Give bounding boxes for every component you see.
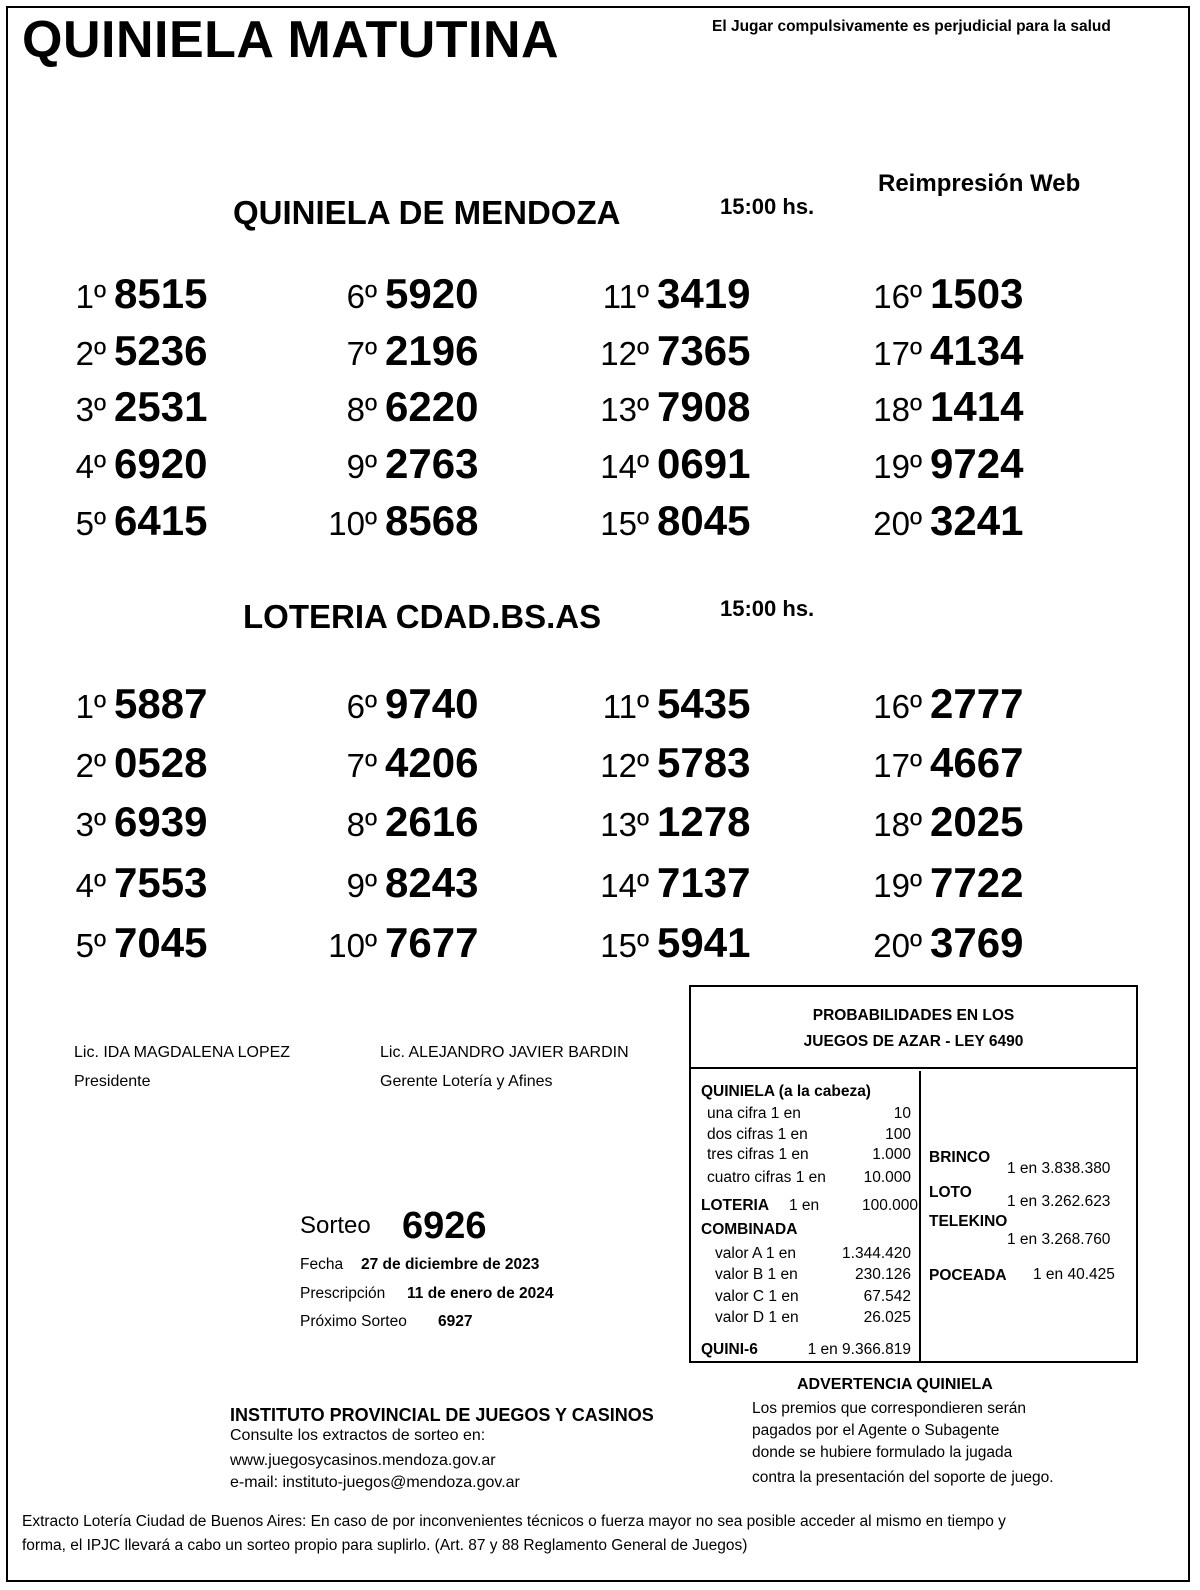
result-position: 5º — [75, 505, 106, 542]
sorteo-number: 6926 — [402, 1205, 487, 1247]
result-entry — [293, 680, 493, 740]
result-entry — [22, 919, 222, 979]
result-position: 6º — [346, 688, 377, 725]
result-number: 6939 — [114, 798, 208, 845]
combinada-odds-value: 230.126 — [854, 1266, 911, 1283]
result-number: 2025 — [930, 798, 1024, 845]
result-entry — [838, 440, 1038, 500]
result-number: 1414 — [930, 383, 1024, 430]
result-number: 6415 — [114, 497, 208, 544]
footer-line-1: Extracto Lotería Ciudad de Buenos Aires: En caso de por inconvenientes técnicos o fuerza mayor no sea posible acceder al mismo en tiempo y — [22, 1513, 1006, 1530]
result-entry — [293, 270, 493, 330]
quini6-label: QUINI-6 — [701, 1341, 758, 1358]
quiniela-odds-value: 1.000 — [872, 1146, 911, 1163]
draw-time-loteria: 15:00 hs. — [720, 596, 815, 621]
quiniela-odds-value: 100 — [885, 1126, 911, 1143]
result-position: 13º — [600, 806, 649, 843]
quini6-value: 1 en 9.366.819 — [807, 1341, 911, 1358]
result-position: 20º — [873, 927, 922, 964]
result-position: 12º — [600, 747, 649, 784]
advertencia-line: donde se hubiere formulado la jugada — [752, 1444, 1013, 1461]
result-entry — [22, 270, 222, 330]
result-entry — [838, 680, 1038, 740]
result-number: 1278 — [657, 798, 751, 845]
combinada-odds-value: 1.344.420 — [842, 1245, 911, 1262]
result-number: 2763 — [385, 440, 479, 487]
result-number: 5941 — [657, 919, 751, 966]
loto-label: LOTO — [929, 1184, 972, 1201]
reprint-label: Reimpresión Web — [878, 170, 1081, 197]
result-number: 3241 — [930, 497, 1024, 544]
result-entry — [838, 919, 1038, 979]
advertencia-line: contra la presentación del soporte de juego. — [752, 1469, 1054, 1486]
result-position: 9º — [346, 867, 377, 904]
institute-website: www.juegosycasinos.mendoza.gov.ar — [230, 1452, 496, 1469]
signature-1-name: Lic. IDA MAGDALENA LOPEZ — [74, 1044, 291, 1061]
result-entry — [22, 497, 222, 557]
advertencia-title: ADVERTENCIA QUINIELA — [797, 1376, 993, 1393]
result-position: 8º — [346, 806, 377, 843]
footer-line-2: forma, el IPJC llevará a cabo un sorteo propio para suplirlo. (Art. 87 y 88 Reglamento General de Juegos) — [22, 1537, 748, 1554]
health-warning: El Jugar compulsivamente es perjudicial para la salud — [712, 18, 1111, 35]
result-position: 10º — [328, 505, 377, 542]
draw-title-loteria: LOTERIA CDAD.BS.AS — [243, 598, 602, 635]
result-number: 7553 — [114, 859, 208, 906]
result-entry — [293, 327, 493, 387]
result-entry — [293, 859, 493, 919]
result-position: 2º — [75, 335, 106, 372]
signature-1-role: Presidente — [74, 1073, 151, 1090]
result-number: 7045 — [114, 919, 208, 966]
result-entry — [838, 383, 1038, 443]
result-position: 14º — [600, 448, 649, 485]
loteria-odds-value: 100.000 — [861, 1197, 918, 1214]
result-position: 18º — [873, 391, 922, 428]
result-position: 20º — [873, 505, 922, 542]
result-number: 7722 — [930, 859, 1024, 906]
result-position: 2º — [75, 747, 106, 784]
result-number: 3769 — [930, 919, 1024, 966]
signature-2-name: Lic. ALEJANDRO JAVIER BARDIN — [380, 1044, 629, 1061]
result-position: 17º — [873, 747, 922, 784]
result-position: 11º — [602, 278, 649, 315]
result-position: 17º — [873, 335, 922, 372]
result-entry — [565, 919, 765, 979]
probabilities-title-line2: JUEGOS DE AZAR - LEY 6490 — [803, 1033, 1024, 1050]
result-position: 7º — [346, 335, 377, 372]
result-position: 5º — [75, 927, 106, 964]
result-number: 5236 — [114, 327, 208, 374]
result-number: 0691 — [657, 440, 751, 487]
probabilities-title-line1: PROBABILIDADES EN LOS — [812, 1007, 1015, 1024]
result-number: 4206 — [385, 739, 479, 786]
combinada-odds-value: 67.542 — [863, 1288, 911, 1305]
result-entry — [293, 739, 493, 799]
result-position: 12º — [600, 335, 649, 372]
result-number: 5435 — [657, 680, 751, 727]
result-entry — [565, 497, 765, 557]
result-entry — [293, 383, 493, 443]
result-position: 19º — [873, 867, 922, 904]
result-number: 2616 — [385, 798, 479, 845]
result-position: 1º — [75, 278, 106, 315]
quiniela-odds-label: cuatro cifras 1 en — [707, 1169, 826, 1186]
draw-time-mendoza: 15:00 hs. — [720, 194, 815, 219]
result-position: 16º — [873, 278, 922, 315]
result-number: 4667 — [930, 739, 1024, 786]
result-number: 6920 — [114, 440, 208, 487]
result-position: 11º — [602, 688, 649, 725]
result-position: 3º — [75, 391, 106, 428]
result-position: 14º — [600, 867, 649, 904]
result-position: 13º — [600, 391, 649, 428]
result-entry — [565, 859, 765, 919]
result-position: 18º — [873, 806, 922, 843]
result-number: 3419 — [657, 270, 751, 317]
result-number: 2531 — [114, 383, 208, 430]
loto-value: 1 en 3.262.623 — [1007, 1193, 1111, 1210]
result-position: 3º — [75, 806, 106, 843]
result-entry — [565, 798, 765, 858]
advertencia-line: Los premios que correspondieren serán — [752, 1400, 1026, 1417]
fecha-value: 27 de diciembre de 2023 — [361, 1256, 540, 1273]
result-entry — [565, 739, 765, 799]
result-number: 7908 — [657, 383, 751, 430]
telekino-label: TELEKINO — [929, 1213, 1008, 1230]
proximo-label: Próximo Sorteo — [300, 1313, 407, 1330]
probabilities-header — [691, 987, 1136, 1069]
telekino-value: 1 en 3.268.760 — [1007, 1231, 1111, 1248]
result-number: 4134 — [930, 327, 1024, 374]
result-entry — [838, 497, 1038, 557]
result-number: 7365 — [657, 327, 751, 374]
result-entry — [838, 327, 1038, 387]
combinada-odds-label: valor C 1 en — [715, 1288, 799, 1305]
quiniela-odds-label: una cifra 1 en — [707, 1105, 801, 1122]
result-number: 8243 — [385, 859, 479, 906]
result-number: 5887 — [114, 680, 208, 727]
signature-2-role: Gerente Lotería y Afines — [380, 1073, 553, 1090]
result-entry — [22, 680, 222, 740]
result-number: 9740 — [385, 680, 479, 727]
result-position: 7º — [346, 747, 377, 784]
result-number: 6220 — [385, 383, 479, 430]
result-entry — [22, 440, 222, 500]
result-entry — [293, 798, 493, 858]
result-position: 4º — [75, 867, 106, 904]
prescripcion-value: 11 de enero de 2024 — [407, 1285, 554, 1302]
result-number: 1503 — [930, 270, 1024, 317]
result-entry — [565, 680, 765, 740]
result-entry — [22, 327, 222, 387]
result-number: 5783 — [657, 739, 751, 786]
sorteo-label: Sorteo — [300, 1212, 371, 1239]
combinada-odds-label: valor A 1 en — [715, 1245, 797, 1262]
result-number: 7677 — [385, 919, 479, 966]
institute-line: Consulte los extractos de sorteo en: — [230, 1427, 486, 1444]
result-entry — [22, 859, 222, 919]
poceada-label: POCEADA — [929, 1267, 1007, 1284]
result-number: 9724 — [930, 440, 1024, 487]
probabilities-box — [689, 985, 1138, 1363]
result-position: 4º — [75, 448, 106, 485]
result-number: 8045 — [657, 497, 751, 544]
result-number: 0528 — [114, 739, 208, 786]
brinco-label: BRINCO — [929, 1149, 991, 1166]
result-position: 1º — [75, 688, 106, 725]
result-entry — [565, 440, 765, 500]
result-entry — [838, 270, 1038, 330]
poceada-value: 1 en 40.425 — [1033, 1266, 1115, 1283]
institute-email: e-mail: instituto-juegos@mendoza.gov.ar — [230, 1474, 520, 1491]
page-title: QUINIELA MATUTINA — [22, 11, 560, 69]
probabilities-divider — [919, 1071, 921, 1361]
result-position: 8º — [346, 391, 377, 428]
prescripcion-label: Prescripción — [300, 1285, 386, 1302]
result-position: 9º — [346, 448, 377, 485]
result-position: 19º — [873, 448, 922, 485]
result-number: 2777 — [930, 680, 1024, 727]
combinada-title: COMBINADA — [701, 1221, 798, 1238]
result-entry — [293, 919, 493, 979]
result-number: 7137 — [657, 859, 751, 906]
result-entry — [565, 270, 765, 330]
result-entry — [838, 859, 1038, 919]
result-number: 5920 — [385, 270, 479, 317]
result-entry — [293, 440, 493, 500]
fecha-label: Fecha — [300, 1256, 344, 1273]
draw-title-mendoza: QUINIELA DE MENDOZA — [233, 194, 621, 231]
result-entry — [838, 798, 1038, 858]
result-number: 8568 — [385, 497, 479, 544]
advertencia-line: pagados por el Agente o Subagente — [752, 1422, 1000, 1439]
quiniela-odds-title: QUINIELA (a la cabeza) — [701, 1083, 871, 1100]
result-entry — [22, 383, 222, 443]
result-position: 15º — [600, 505, 649, 542]
quiniela-odds-label: dos cifras 1 en — [707, 1126, 808, 1143]
brinco-value: 1 en 3.838.380 — [1007, 1160, 1111, 1177]
result-number: 8515 — [114, 270, 208, 317]
result-position: 10º — [328, 927, 377, 964]
result-entry — [22, 739, 222, 799]
combinada-odds-value: 26.025 — [863, 1309, 911, 1326]
result-position: 15º — [600, 927, 649, 964]
quiniela-odds-label: tres cifras 1 en — [707, 1146, 809, 1163]
result-position: 16º — [873, 688, 922, 725]
institute-name: INSTITUTO PROVINCIAL DE JUEGOS Y CASINOS — [230, 1405, 654, 1425]
result-entry — [565, 383, 765, 443]
loteria-odds-prefix: 1 en — [789, 1197, 820, 1214]
result-position: 6º — [346, 278, 377, 315]
quiniela-odds-value: 10.000 — [863, 1169, 911, 1186]
result-number: 2196 — [385, 327, 479, 374]
result-entry — [22, 798, 222, 858]
result-entry — [565, 327, 765, 387]
loteria-odds-label: LOTERIA — [701, 1197, 770, 1214]
proximo-value: 6927 — [438, 1313, 473, 1330]
combinada-odds-label: valor B 1 en — [715, 1266, 798, 1283]
combinada-odds-label: valor D 1 en — [715, 1309, 799, 1326]
result-entry — [293, 497, 493, 557]
result-entry — [838, 739, 1038, 799]
quiniela-odds-value: 10 — [893, 1105, 911, 1122]
